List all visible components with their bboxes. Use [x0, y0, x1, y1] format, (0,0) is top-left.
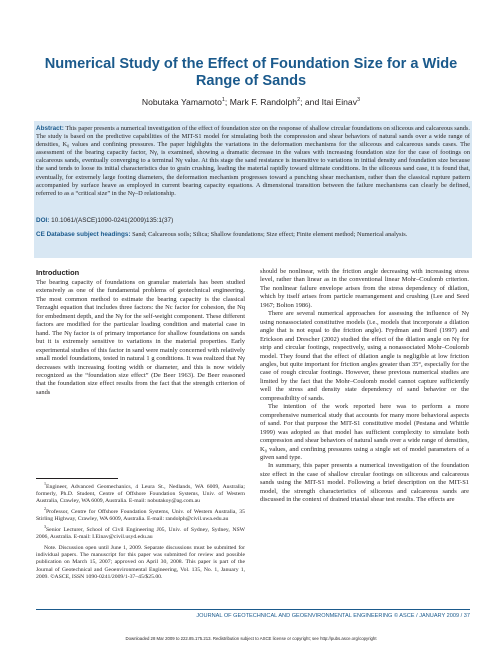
author-separator: ;	[224, 97, 230, 107]
paragraph: The bearing capacity of foundations on granular materials has been studied extensively as one of the fundamental problems of geotechnical engineering. The most common method to estimate the bearing capacity is the classical Terzaghi equation that includes three factors: the Nc factor for cohesion, the Nq for embedment depth, and the Nγ for the self-weight component. These different factors are modified for the particular loading condition and material case in hand. The Nγ factor is of primary importance for shallow foundations on sands but it is extremely sensitive to variations in the material properties. Early experimental studies of this factor in sand were mainly concerned with relatively small model foundations, tested in natural 1 g conditions. It was realized that Nγ decreases with increasing footing width or diameter, and this is now widely recognized as the “foundation size effect” (De Beer 1963). De Beer reasoned that the foundation size effect results from the fact that the strength criterion of sands	[36, 279, 245, 396]
subject-value: Sand; Calcareous soils; Silica; Shallow foundations; Size effect; Finite element method; Numerical analysis.	[132, 231, 408, 238]
footnote-mark: 2	[44, 506, 46, 512]
download-notice: Downloaded 28 Mar 2009 to 222.85.175.213. Redistribution subject to ASCE license or copyright; see http://pubs.asce.org/copyright	[125, 636, 377, 641]
right-column	[260, 268, 469, 505]
abstract-label: Abstract:	[36, 125, 64, 132]
footnote	[36, 480, 245, 505]
footnote-text: Note. Discussion open until June 1, 2009. Separate discussions must be submitted for individual papers. The manuscript for this paper was submitted for review and possible publication on March 15, 2007; approved on April 30, 2008. This paper is part of the Journal of Geotechnical and Geoenvironmental Engineering, Vol. 135, No. 1, January 1, 2009. ©ASCE, ISSN 1090-0241/2009/1-37–45/$25.00.	[36, 545, 245, 580]
footnote-text: Engineer, Advanced Geomechanics, 4 Leura St., Nedlands, WA 6009, Australia; formerly, Ph.D. Student, Centre of Offshore Foundation Systems, Univ. of Western Australia, Crawley, WA 6009, Australia. E-mail: nobutakoy@ag.com.au	[36, 483, 245, 505]
paragraph: should be nonlinear, with the friction angle decreasing with increasing stress level, rather than linear as in the conventional linear Mohr–Coulomb criterion. The nonlinear failure envelope arises from the stress dependency of dilation, which by itself arises from particle rearrangement and crushing (Lee and Seed 1967; Bolton 1986).	[260, 268, 469, 309]
abstract-text: This paper presents a numerical investigation of the effect of foundation size on the response of shallow circular foundations on siliceous and calcareous sands. The study is based on the predictive capabilities of the MIT-S1 model for simulating both the compression and shear behaviors of natural sands over a wide range of densities, K₀ values and confining pressures. The paper highlights the variations in the deformation mechanisms for the siliceous and calcareous sands cases. The assessment of the bearing capacity factor, Nγ, is examined, showing a dramatic decrease in the values with increasing foundation size for the case of footings on calcareous sands, eventually converging to a terminal Nγ value. At this stage the sand resistance is insensitive to variations in initial density and foundation size because the sand tends to loose its initial characteristics due to grain crushing, leading the material rapidly toward ultimate conditions. In the siliceous sand case, it is found that, eventually, for extremely large footing diameters, the deformation mechanism progresses toward a punching shear mechanism, rather than the classical rupture pattern accompanied by surface heave as employed in current bearing capacity equations. A dimensional transition between the failure mechanisms can clearly be defined, referred to as a “critical size” in the Nγ–D relationship.	[36, 125, 470, 197]
footnote-rule	[36, 478, 118, 479]
footnote-text: Professor, Centre for Offshore Foundation Systems, Univ. of Western Australia, 35 Stirling Highway, Crawley, WA 6009, Australia. E-mail: randolph@civil.uwa.edu.au	[36, 509, 245, 523]
footnote	[36, 523, 245, 541]
author-affiliation-mark: 1	[221, 97, 225, 104]
footnote-text: Senior Lecturer, School of Civil Engineering J05, Univ. of Sydney, Sydney, NSW 2006, Australia. E-mail: I.Einav@civil.usyd.edu.au	[36, 527, 245, 541]
footnote	[36, 505, 245, 523]
footer-rule	[36, 609, 470, 610]
footnotes	[36, 480, 245, 581]
author-name: Mark F. Randolph	[229, 97, 298, 107]
doi-label: DOI:	[36, 217, 50, 224]
footnote-mark: 1	[44, 481, 46, 486]
footnote	[36, 541, 245, 580]
paragraph: In summary, this paper presents a numerical investigation of the foundation size effect in the case of shallow circular footings on siliceous and calcareous sands using the MIT-S1 model. Following a brief description on the MIT-S1 model, the strength characteristics of siliceous and calcareous sands are discussed in the context of drained triaxial shear test results. The effects are	[260, 462, 469, 504]
footnote-mark: 3	[44, 524, 46, 530]
section-heading-introduction: Introduction	[36, 268, 80, 277]
author-list	[40, 97, 462, 107]
author-affiliation-mark: 2	[297, 97, 301, 104]
doi-value: 10.1061/(ASCE)1090-0241(2009)135:1(37)	[51, 217, 174, 224]
journal-footer: JOURNAL OF GEOTECHNICAL AND GEOENVIRONMENTAL ENGINEERING © ASCE / JANUARY 2009 / 37	[196, 613, 470, 619]
doi-line	[36, 217, 470, 224]
author-separator: ; and	[300, 97, 322, 107]
subject-label: CE Database subject headings:	[36, 231, 131, 238]
left-column	[36, 279, 245, 397]
paragraph: There are several numerical approaches for assessing the influence of Nγ using nonassociated constitutive models (i.e., models that incorporate a dilation angle that is not equal to the friction angle). Frydman and Burd (1997) and Erickson and Drescher (2002) studied the effect of the dilation angle on Nγ for strip and circular footings, respectively, using a nonassociated Mohr–Coulomb model. They found that the effect of dilation angle is negligible at low friction angles, but quite important for friction angles greater than 35°, especially for the case of rough circular footings. However, these previous numerical studies are limited by the fact that the Mohr–Coulomb model cannot capture sufficiently well the stress and density state dependency of sand behavior or the compressibility of sands.	[260, 310, 469, 402]
abstract	[36, 125, 470, 198]
author-name: Itai Einav	[321, 97, 357, 107]
paragraph: The intention of the work reported here was to perform a more comprehensive numerical study that accounts for many more behavioral aspects of sand. For that purpose the MIT-S1 constitutive model (Pestana and Whittle 1999) was adopted as that model has sufficient complexity to simulate both compression and shear behaviors of natural sands over a wide range of densities, K₀ values, and confining pressures using a single set of model parameters of a given sand type.	[260, 403, 469, 461]
author-affiliation-mark: 3	[357, 97, 361, 104]
paper-title: Numerical Study of the Effect of Foundation Size for a Wide Range of Sands	[44, 56, 458, 89]
author-name: Nobutaka Yamamoto	[141, 97, 222, 107]
subject-headings	[36, 231, 470, 239]
